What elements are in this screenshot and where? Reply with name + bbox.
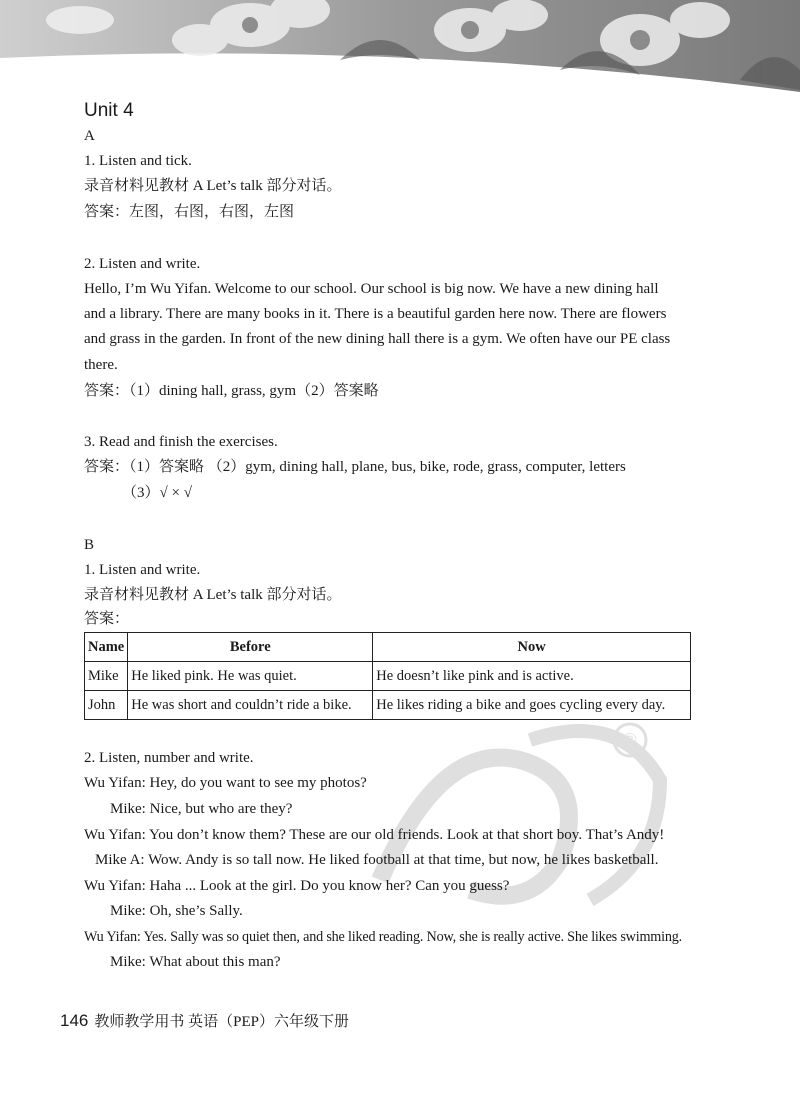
utterance: Nice, but who are they? [149,801,293,817]
speaker: Mike: [110,903,146,919]
page-footer [60,1010,349,1031]
dialogue-line [110,799,292,819]
a-ex1-answer: 答案：左图，右图，右图，左图 [84,204,295,220]
book-title: 教师教学用书 英语（PEP）六年级下册 [94,1014,349,1030]
b-ex2-title: 2. Listen, number and write. [84,750,254,766]
floral-banner [0,0,800,96]
b-ex1-answer-label: 答案： [84,611,130,627]
unit-title: Unit 4 [84,100,134,121]
utterance: What about this man? [149,954,281,970]
table-header-row [85,633,691,662]
dialogue-line [110,901,243,921]
cell-now: He likes riding a bike and goes cycling every day. [373,691,691,720]
header-now: Now [373,633,691,662]
utterance: Hey, do you want to see my photos? [149,775,367,791]
dialogue-line [84,927,682,947]
section-b-label: B [84,537,95,553]
utterance: Yes. Sally was so quiet then, and she liked reading. Now, she is really active. She likes swimming. [143,929,682,945]
header-before: Before [128,633,373,662]
section-a-label: A [84,128,95,144]
dialogue-line [84,773,367,793]
cell-now: He doesn’t like pink and is active. [373,662,691,691]
cell-name: Mike [85,662,128,691]
cell-before: He liked pink. He was quiet. [128,662,373,691]
utterance: You don’t know them? These are our old friends. Look at that short boy. That’s Andy! [148,827,665,843]
speaker: Mike: [110,801,146,817]
speaker: Wu Yifan: [84,775,146,791]
a-ex1-title: 1. Listen and tick. [84,153,192,169]
registered-mark: ® [623,730,637,750]
speaker: Mike: [110,954,146,970]
page-number: 146 [60,1011,89,1030]
dialogue-line [95,850,658,870]
dialogue-line [110,952,281,972]
cell-before: He was short and couldn’t ride a bike. [128,691,373,720]
a-ex3-title: 3. Read and finish the exercises. [84,434,278,450]
cell-name: John [85,691,128,720]
a-ex2-line-4: there. [84,357,118,373]
utterance: Oh, she’s Sally. [149,903,243,919]
a-ex2-line-2: and a library. There are many books in it. There is a beautiful garden here now. There are flowers [84,306,667,322]
speaker: Mike A: [95,852,145,868]
a-ex2-answer: 答案：（1）dining hall, grass, gym（2）答案略 [84,383,379,399]
table-row [85,662,691,691]
a-ex2-line-1: Hello, I’m Wu Yifan. Welcome to our school. Our school is big now. We have a new dining hall [84,281,659,297]
speaker: Wu Yifan: [84,827,146,843]
header-name: Name [85,633,128,662]
dialogue-line [84,876,509,896]
utterance: Wow. Andy is so tall now. He liked football at that time, but now, he likes basketball. [148,852,659,868]
utterance: Haha ... Look at the girl. Do you know her? Can you guess? [149,878,510,894]
a-ex3-answer: 答案：（1）答案略 （2）gym, dining hall, plane, bus, bike, rode, grass, computer, letters [84,459,626,475]
speaker: Wu Yifan: [84,878,146,894]
a-ex2-line-3: and grass in the garden. In front of the new dining hall there is a gym. We often have our PE class [84,331,671,347]
a-ex2-title: 2. Listen and write. [84,256,201,272]
b-ex1-title: 1. Listen and write. [84,562,201,578]
table-row [85,691,691,720]
a-ex1-note: 录音材料见教材 A Let’s talk 部分对话。 [84,178,342,194]
b-ex1-note: 录音材料见教材 A Let’s talk 部分对话。 [84,587,342,603]
speaker: Wu Yifan: [84,929,141,945]
answer-table [84,632,691,720]
a-ex3-answer-2: （3）√ × √ [122,485,192,501]
dialogue-line [84,825,664,845]
